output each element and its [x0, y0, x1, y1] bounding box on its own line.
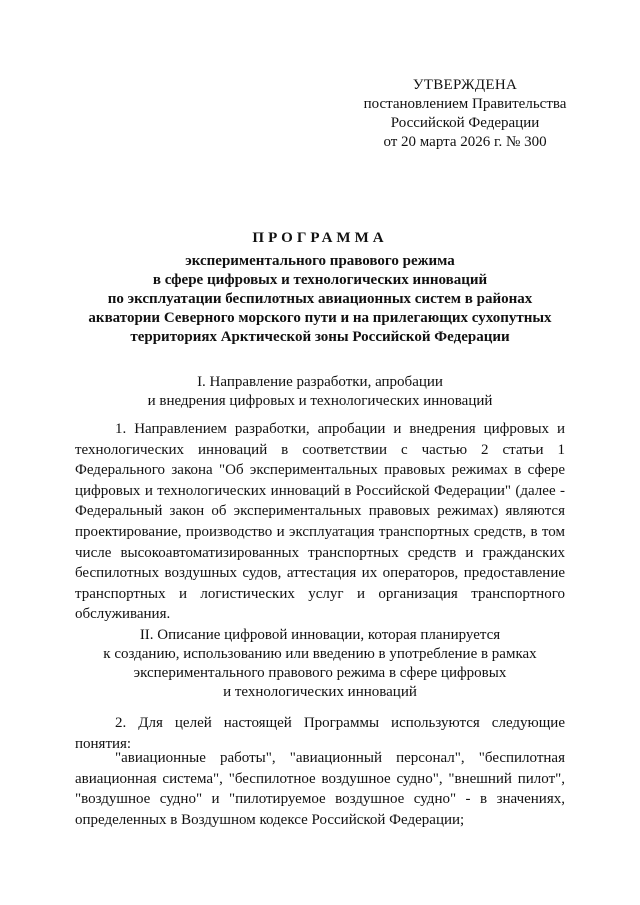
section-heading-line: II. Описание цифровой инновации, которая планируется: [139, 627, 501, 643]
section-1-heading: [60, 373, 580, 411]
approval-block: [340, 76, 590, 152]
paragraph-1: 1. Направлением разработки, апробации и внедрения цифровых и технологических инноваций в соответствии с частью 2 статьи 1 Федерального закона "Об экспериментальных правовых режимах в сфере цифровых и технологических инноваций в Российской Федерации" (далее - Федеральный закон об экспериментальных правовых режимах) являются проектирование, производство и эксплуатация транспортных средств, в том числе высокоавтоматизированных транспортных средств и гражданских беспилотных воздушных судов, аттестация их операторов, предоставление транспортных и логистических услуг и организация транспортного обслуживания.: [75, 421, 565, 623]
program-subtitle: [60, 252, 580, 347]
program-subtitle-line: акватории Северного морского пути и на прилегающих сухопутных: [88, 310, 552, 326]
approval-stamp: УТВЕРЖДЕНА: [412, 77, 518, 93]
paragraph-2: 2. Для целей настоящей Программы используются следующие понятия:: [75, 715, 565, 752]
section-heading-line: к созданию, использованию или введению в употребление в рамках: [103, 646, 537, 662]
section-heading-line: I. Направление разработки, апробации: [197, 374, 443, 390]
program-subtitle-line: территориях Арктической зоны Российской Федерации: [130, 329, 510, 345]
section-heading-line: и технологических инноваций: [223, 684, 417, 700]
program-subtitle-line: экспериментального правового режима: [185, 253, 455, 269]
section-heading-line: и внедрения цифровых и технологических инноваций: [147, 393, 493, 409]
approval-line-3: от 20 марта 2026 г. № 300: [383, 134, 547, 150]
program-subtitle-line: по эксплуатации беспилотных авиационных систем в районах: [107, 291, 533, 307]
section-2-heading: [60, 626, 580, 702]
paragraph-3: "авиационные работы", "авиационный персонал", "беспилотная авиационная система", "беспилотное воздушное судно", "внешний пилот", "воздушное судно" и "пилотируемое воздушное судно" - в значениях, определенных в Воздушном кодексе Российской Федерации;: [75, 750, 565, 828]
approval-line-1: постановлением Правительства: [363, 96, 567, 112]
approval-line-2: Российской Федерации: [390, 115, 540, 131]
program-subtitle-line: в сфере цифровых и технологических инноваций: [152, 272, 488, 288]
program-title: ПРОГРАММА: [252, 230, 388, 246]
section-heading-line: экспериментального правового режима в сфере цифровых: [133, 665, 507, 681]
